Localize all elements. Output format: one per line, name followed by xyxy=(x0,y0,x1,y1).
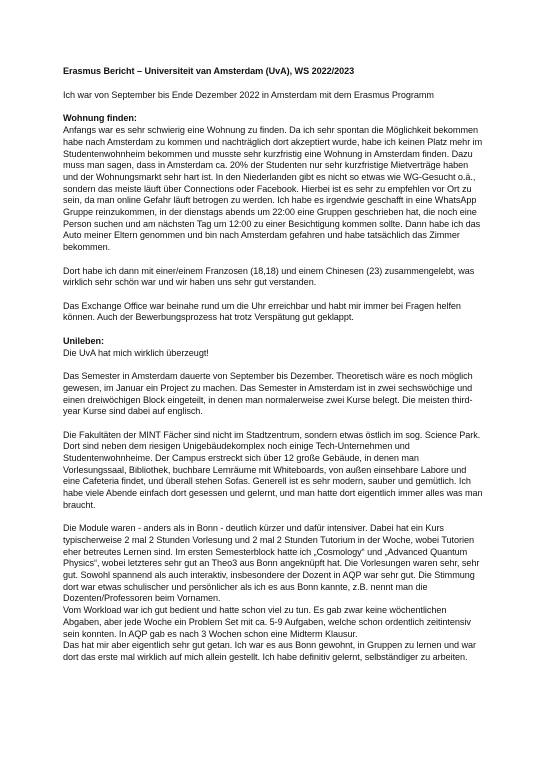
housing-paragraph-3: Das Exchange Office war beinahe rund um die Uhr erreichbar und habt mir immer bei Fragen helfen können. Auch der Bewerbungsprozess hat trotz Verspätung gut geklappt. xyxy=(63,300,461,323)
document-body xyxy=(63,66,483,664)
section-heading-unileben: Unileben: xyxy=(63,336,104,347)
intro-paragraph: Ich war von September bis Ende Dezember 2022 in Amsterdam mit dem Erasmus Programm xyxy=(63,89,434,100)
document-title: Erasmus Bericht – Universiteit van Amsterdam (UvA), WS 2022/2023 xyxy=(63,66,355,76)
unileben-paragraph-1: Das Semester in Amsterdam dauerte von September bis Dezember. Theoretisch wäre es noch möglich gewesen, im Januar ein Project zu machen. Das Semester in Amsterdam ist in zwei sechswöchige und einen dreiwöchigen Block eingeteilt, in denen man normalerweise zwei Kurse belegt. Die meisten third-year Kurse sind dabei auf englisch. xyxy=(63,371,473,417)
unileben-paragraph-3: Die Module waren - anders als in Bonn - deutlich kürzer und dafür intensiver. Dabei hat ein Kurs typischerweise 2 mal 2 Stunden Vorlesung und 2 mal 2 Stunden Tutorium in der Woche, wobei Tutorien eher betreutes Lernen sind. Im ersten Semesterblock hatte ich „Cosmology“ und „Advanced Quantum Physics“, wobei letzteres sehr gut an Theo3 aus Bonn angeknüpft hat. Die Vorlesungen waren sehr, sehr gut. Sowohl spannend als auch interaktiv, insbesondere der Dozent in AQP war sehr gut. Die Stimmung dort war etwas schulischer und persönlicher als ich es aus Bonn kannte, z.B. nennt man die Dozenten/Professoren beim Vornamen. xyxy=(63,523,480,604)
unileben-paragraph-4: Vom Workload war ich gut bedient und hatte schon viel zu tun. Es gab zwar keine wöchentlichen Abgaben, aber jede Woche ein Problem Set mit ca. 5-9 Aufgaben, welche schon ordentlich zeitintensiv sein konnten. In AQP gab es nach 3 Wochen schon eine Midterm Klausur. xyxy=(63,605,471,639)
housing-paragraph-2: Dort habe ich dann mit einer/einem Franzosen (18,18) und einem Chinesen (23) zusammengelebt, was wirklich sehr schön war und wir haben uns sehr gut verstanden. xyxy=(63,265,475,288)
section-heading-housing: Wohnung finden: xyxy=(63,113,137,124)
housing-paragraph-1: Anfangs war es sehr schwierig eine Wohnung zu finden. Da ich sehr spontan die Möglichkeit bekommen habe nach Amsterdam zu kommen und nachträglich dort akzeptiert wurde, habe ich keinen Platz mehr im Studentenwohnheim bekommen und musste sehr kurzfristig eine Wohnung in Amsterdam finden. Dazu muss man sagen, dass in Amsterdam ca. 20% der Studenten nur sehr kurzfristige Mietverträge haben und der Wohnungsmarkt sehr hart ist. In den Niederlanden gibt es nicht so etwas wie WG-Gesucht o.ä., sondern das meiste läuft über Connections oder Facebook. Hierbei ist es sehr zu empfehlen vor Ort zu sein, da man online Gefahr läuft betrogen zu werden. Ich habe es irgendwie geschafft in eine WhatsApp Gruppe reinzukommen, in der dienstags abends um 22:00 eine Gruppen geschrieben hat, die noch eine Person suchen und am nächsten Tag um 12:00 zu einer Besichtigung kommen sollte. Dann habe ich das Auto meiner Eltern genommen und bin nach Amsterdam gefahren und habe tatsächlich das Zimmer bekommen. xyxy=(63,125,483,253)
unileben-lead: Die UvA hat mich wirklich überzeugt! xyxy=(63,347,209,358)
unileben-paragraph-2: Die Fakultäten der MINT Fächer sind nicht im Stadtzentrum, sondern etwas östlich im sog. Science Park. Dort sind neben dem riesigen Unigebäudekomplex noch einige Tech-Unternehmen und Studentenwohnheime. Der Campus erstreckt sich über 12 große Gebäude, in denen man Vorlesungssaal, Bibliothek, buchbare Lernräume mit Whiteboards, von außen einsehbare Labore und eine Cafeteria findet, und überall stehen Sofas. Generell ist es sehr modern, sauber und gemütlich. Ich habe viele Abende einfach dort gesessen und gelernt, und man hatte dort eigentlich immer alles was man braucht. xyxy=(63,429,483,510)
unileben-paragraph-5: Das hat mir aber eigentlich sehr gut getan. Ich war es aus Bonn gewohnt, in Gruppen zu lernen und war dort das erste mal wirklich auf mich allein gestellt. Ich habe definitiv gelernt, selbständiger zu arbeiten. xyxy=(63,640,477,662)
